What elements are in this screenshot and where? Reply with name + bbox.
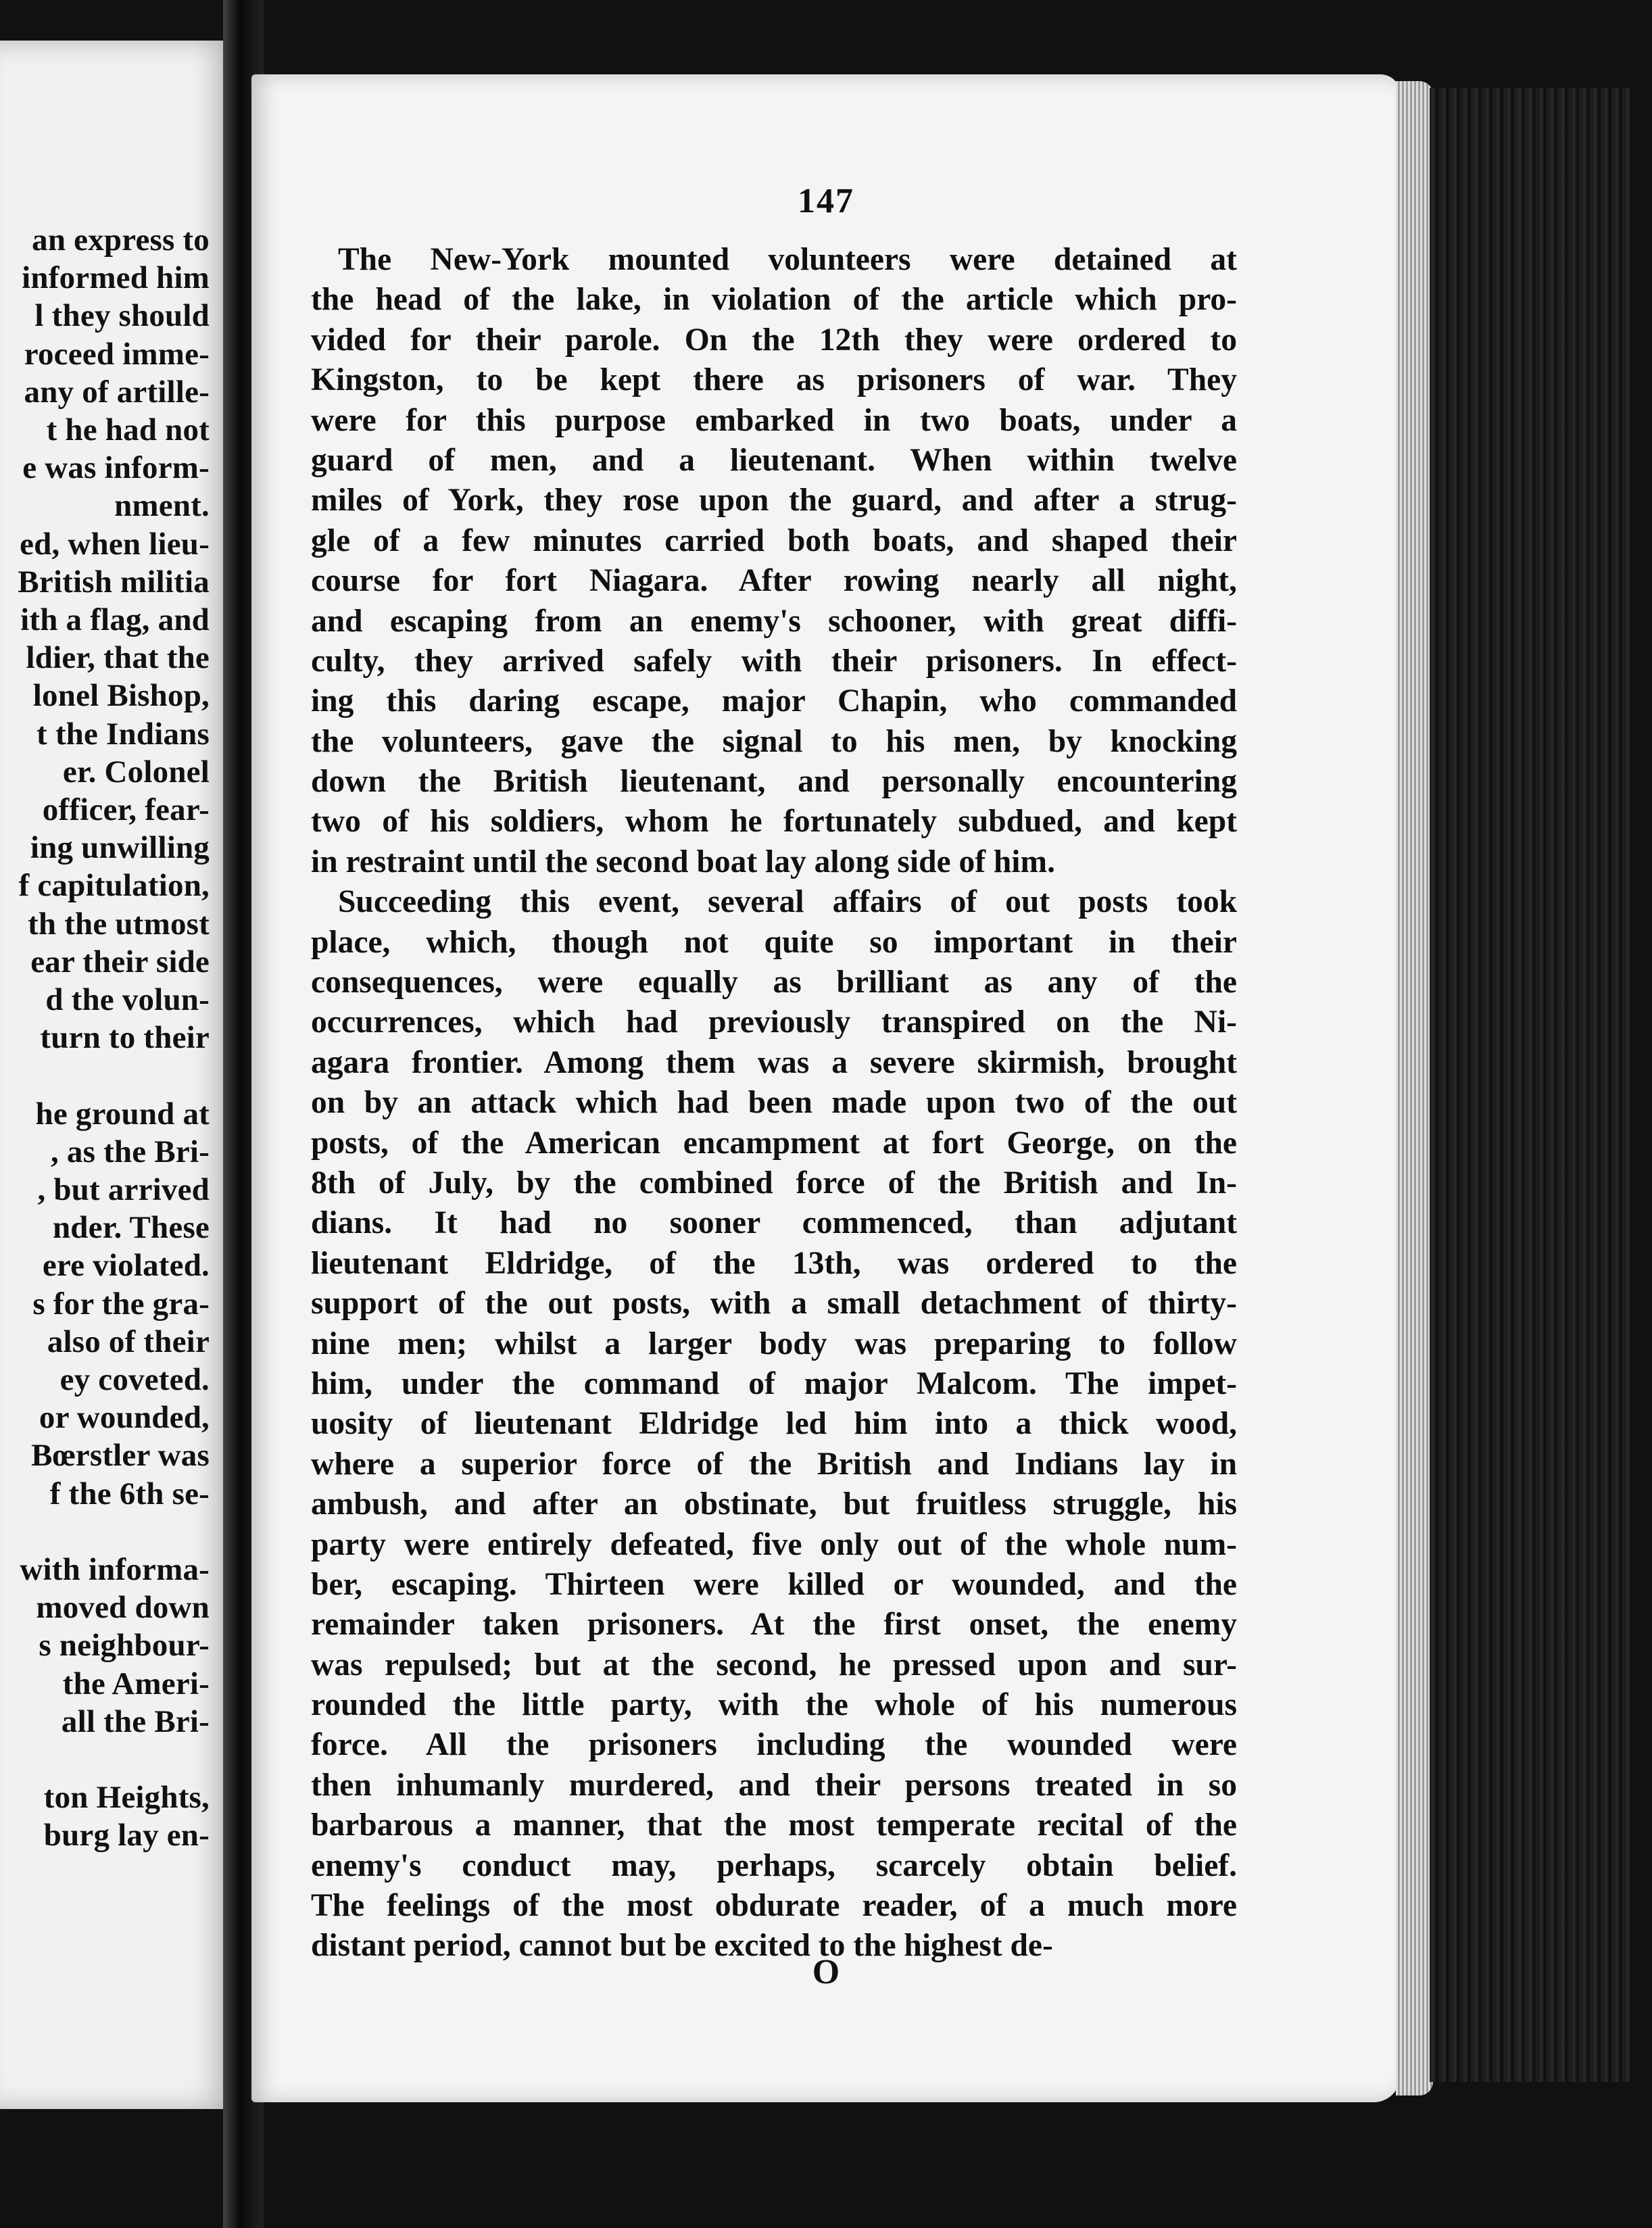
text-line: miles of York, they rose upon the guard, and after a strug- [311, 483, 1237, 518]
left-page-line: lonel Bishop, [32, 678, 210, 714]
text-line: barbarous a manner, that the most temperate recital of the [311, 1808, 1237, 1843]
left-page-line: burg lay en- [43, 1818, 210, 1854]
left-page-line: officer, fear- [42, 792, 210, 827]
left-page-line: moved down [36, 1590, 210, 1626]
left-page-line: ith a flag, and [20, 602, 210, 637]
left-page-line: , but arrived [37, 1172, 210, 1207]
text-line: ber, escaping. Thirteen were killed or wounded, and the [311, 1566, 1237, 1602]
text-line: place, which, though not quite so important in their [311, 924, 1237, 960]
left-page-line: ing unwilling [30, 830, 210, 866]
text-line: nine men; whilst a larger body was preparing to follow [311, 1326, 1237, 1361]
left-page-line: f capitulation, [18, 868, 210, 904]
text-line: support of the out posts, with a small detachment of thirty- [311, 1286, 1237, 1322]
text-line: was repulsed; but at the second, he pressed upon and sur- [311, 1647, 1237, 1682]
left-page-line: t he had not [46, 412, 210, 447]
text-line: The New-York mounted volunteers were detained at [338, 242, 1237, 277]
text-line: occurrences, which had previously transpired on the Ni- [311, 1004, 1237, 1040]
text-line: were for this purpose embarked in two boats, under a [311, 402, 1237, 438]
text-line: enemy's conduct may, perhaps, scarcely obtain belief. [311, 1847, 1237, 1883]
text-line: the volunteers, gave the signal to his men, by knocking [311, 723, 1237, 759]
text-line: consequences, were equally as brilliant as any of the [311, 965, 1237, 1000]
text-line: and escaping from an enemy's schooner, with great diffi- [311, 603, 1237, 639]
text-line: ing this daring escape, major Chapin, who commanded [311, 683, 1237, 719]
text-line: rounded the little party, with the whole of his numerous [311, 1687, 1237, 1723]
left-page-line: nment. [114, 488, 210, 524]
text-line: two of his soldiers, whom he fortunately subdued, and kept [311, 804, 1237, 840]
text-line: dians. It had no sooner commenced, than adjutant [311, 1205, 1237, 1241]
page-edges [1396, 81, 1433, 2096]
left-page-line: t the Indians [37, 716, 210, 752]
text-line: posts, of the American encampment at fort George, on the [311, 1125, 1237, 1161]
text-line: force. All the prisoners including the wounded were [311, 1727, 1237, 1763]
left-page-line: roceed imme- [24, 336, 210, 372]
left-page-line: turn to their [40, 1020, 210, 1056]
book-fore-edge [1430, 88, 1632, 2082]
text-line: agara frontier. Among them was a severe skirmish, brought [311, 1044, 1237, 1080]
text-line: in restraint until the second boat lay along side of him. [311, 844, 1055, 879]
page-number: 147 [798, 182, 854, 220]
text-line: remainder taken prisoners. At the first onset, the enemy [311, 1607, 1237, 1643]
page-body-text [311, 240, 1237, 1966]
left-page-line: ed, when lieu- [20, 526, 210, 562]
text-line: course for fort Niagara. After rowing nearly all night, [311, 563, 1237, 599]
left-page-line: f the 6th se- [49, 1476, 210, 1511]
signature-mark: O [812, 1953, 840, 1991]
text-line: him, under the command of major Malcom. The impet- [311, 1365, 1237, 1401]
left-page-line: any of artille- [24, 374, 210, 410]
left-page-line: e was inform- [22, 450, 210, 486]
left-page-line: s neighbour- [39, 1628, 210, 1664]
left-page-line: he ground at [35, 1096, 210, 1132]
left-page-line: Bœrstler was [31, 1438, 210, 1474]
text-line: uosity of lieutenant Eldridge led him into a thick wood, [311, 1406, 1237, 1442]
left-page-line: with informa- [20, 1552, 210, 1587]
left-page-line: er. Colonel [62, 754, 210, 790]
text-line: culty, they arrived safely with their prisoners. In effect- [311, 643, 1237, 679]
text-line: where a superior force of the British and Indians lay in [311, 1446, 1237, 1482]
left-page-line: the Ameri- [62, 1666, 210, 1701]
left-page-line: or wounded, [39, 1400, 210, 1436]
text-line: lieutenant Eldridge, of the 13th, was ordered to the [311, 1245, 1237, 1281]
left-page-line: ear their side [30, 944, 210, 979]
left-page-line: ton Heights, [43, 1780, 210, 1816]
left-page-line: th the utmost [28, 906, 210, 942]
text-line: The feelings of the most obdurate reader, of a much more [311, 1888, 1237, 1924]
text-line: then inhumanly murdered, and their persons treated in so [311, 1767, 1237, 1803]
left-page-line: s for the gra- [32, 1286, 210, 1322]
left-page-line: ere violated. [42, 1248, 210, 1284]
text-line: ambush, and after an obstinate, but fruitless struggle, his [311, 1486, 1237, 1522]
left-page-line: an express to [32, 222, 210, 258]
text-line: vided for their parole. On the 12th they were ordered to [311, 322, 1237, 358]
text-line: distant period, cannot but be excited to the highest de- [311, 1928, 1053, 1964]
left-page-line: also of their [47, 1324, 210, 1359]
text-line: 8th of July, by the combined force of the British and In- [311, 1165, 1237, 1201]
left-page-line: d the volun- [45, 982, 210, 1017]
text-line: the head of the lake, in violation of the article which pro- [311, 282, 1237, 318]
left-page-line: all the Bri- [61, 1703, 210, 1739]
text-line: on by an attack which had been made upon two of the out [311, 1085, 1237, 1121]
text-line: down the British lieutenant, and personally encountering [311, 764, 1237, 800]
left-page-line: ey coveted. [59, 1362, 210, 1397]
text-line: Succeeding this event, several affairs of out posts took [338, 884, 1237, 920]
text-line: guard of men, and a lieutenant. When within twelve [311, 442, 1237, 478]
left-page-line: nder. These [52, 1210, 210, 1246]
left-page-line: British militia [18, 564, 210, 600]
left-page-line: l they should [34, 298, 210, 334]
text-line: gle of a few minutes carried both boats, and shaped their [311, 523, 1237, 558]
text-line: party were entirely defeated, five only out of the whole num- [311, 1526, 1237, 1562]
text-line: Kingston, to be kept there as prisoners of war. They [311, 362, 1237, 398]
left-page-line: ldier, that the [26, 640, 210, 676]
left-page-line: , as the Bri- [51, 1134, 210, 1169]
left-page-line: informed him [22, 260, 210, 296]
right-page [251, 74, 1401, 2102]
